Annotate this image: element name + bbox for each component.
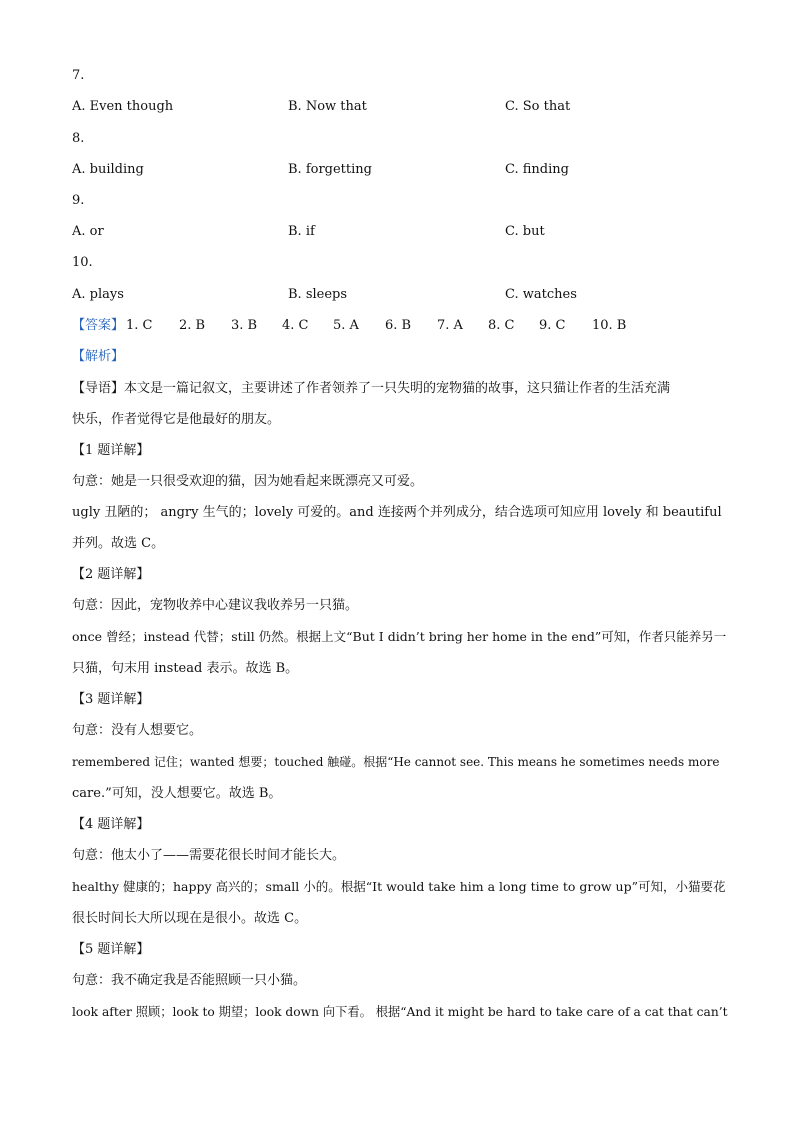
detail-text: 很长时间长大所以现在是很小。故选 C。 xyxy=(72,911,308,926)
detail-text: 只猫，句末用 instead 表示。故选 B。 xyxy=(72,661,299,676)
detail-text: ugly 丑陋的； angry 生气的；lovely 可爱的。and 连接两个并列成分，结合选项可知应用 lovely 和 beautiful xyxy=(72,505,722,520)
answer-item: 4. C xyxy=(282,318,309,333)
option-a: A. building xyxy=(72,162,144,177)
detail-meaning: 句意：我不确定我是否能照顾一只小猫。 xyxy=(72,973,307,988)
answer-item: 10. B xyxy=(592,318,627,333)
answer-item: 2. B xyxy=(179,318,206,333)
question-number: 7. xyxy=(72,68,85,83)
detail-heading: 【5 题详解】 xyxy=(72,942,150,957)
option-b: B. Now that xyxy=(288,99,367,114)
option-c: C. So that xyxy=(505,99,571,114)
answer-line xyxy=(72,317,732,335)
detail-meaning: 句意：她是一只很受欢迎的猫，因为她看起来既漂亮又可爱。 xyxy=(72,474,424,489)
option-c: C. but xyxy=(505,224,545,239)
option-c: C. finding xyxy=(505,162,569,177)
answer-item: 9. C xyxy=(539,318,566,333)
answer-item: 7. A xyxy=(437,318,463,333)
option-b: B. forgetting xyxy=(288,162,372,177)
detail-meaning: 句意：没有人想要它。 xyxy=(72,723,203,738)
option-c: C. watches xyxy=(505,287,577,302)
detail-text: care.”可知，没人想要它。故选 B。 xyxy=(72,786,282,801)
answer-item: 3. B xyxy=(231,318,258,333)
answer-item: 1. C xyxy=(126,318,153,333)
question-number: 10. xyxy=(72,255,93,270)
detail-text: once 曾经；instead 代替；still 仍然。根据上文“But I didn’t bring her home in the end”可知，作者只能养另一 xyxy=(72,629,727,644)
option-a: A. plays xyxy=(72,287,124,302)
detail-heading: 【2 题详解】 xyxy=(72,567,150,582)
detail-meaning: 句意：因此，宠物收养中心建议我收养另一只猫。 xyxy=(72,598,359,613)
detail-text: remembered 记住；wanted 想要；touched 触碰。根据“He cannot see. This means he sometimes needs more xyxy=(72,755,720,769)
option-b: B. if xyxy=(288,224,315,239)
detail-heading: 【3 题详解】 xyxy=(72,692,150,707)
question-number: 9. xyxy=(72,193,85,208)
option-a: A. Even though xyxy=(72,99,174,114)
detail-text: healthy 健康的；happy 高兴的；small 小的。根据“It would take him a long time to grow up”可知，小猫要花 xyxy=(72,879,726,894)
intro-label: 【导语】 xyxy=(72,381,125,396)
answer-label: 【答案】 xyxy=(72,318,125,333)
detail-text: look after 照顾；look to 期望；look down 向下看。 根据“And it might be hard to take care of a cat that can’t xyxy=(72,1005,728,1019)
answer-item: 6. B xyxy=(385,318,412,333)
detail-heading: 【1 题详解】 xyxy=(72,443,150,458)
intro-text: 本文是一篇记叙文，主要讲述了作者领养了一只失明的宠物猫的故事，这只猫让作者的生活充满 xyxy=(124,381,671,396)
analysis-label: 【解析】 xyxy=(72,349,125,364)
detail-meaning: 句意：他太小了——需要花很长时间才能长大。 xyxy=(72,848,346,863)
detail-text: 并列。故选 C。 xyxy=(72,536,165,551)
question-number: 8. xyxy=(72,131,85,146)
option-b: B. sleeps xyxy=(288,287,348,302)
intro-line-2: 快乐，作者觉得它是他最好的朋友。 xyxy=(72,412,281,427)
answer-item: 5. A xyxy=(333,318,359,333)
detail-heading: 【4 题详解】 xyxy=(72,817,150,832)
intro-line xyxy=(72,380,732,398)
option-a: A. or xyxy=(72,224,104,239)
answer-item: 8. C xyxy=(488,318,515,333)
